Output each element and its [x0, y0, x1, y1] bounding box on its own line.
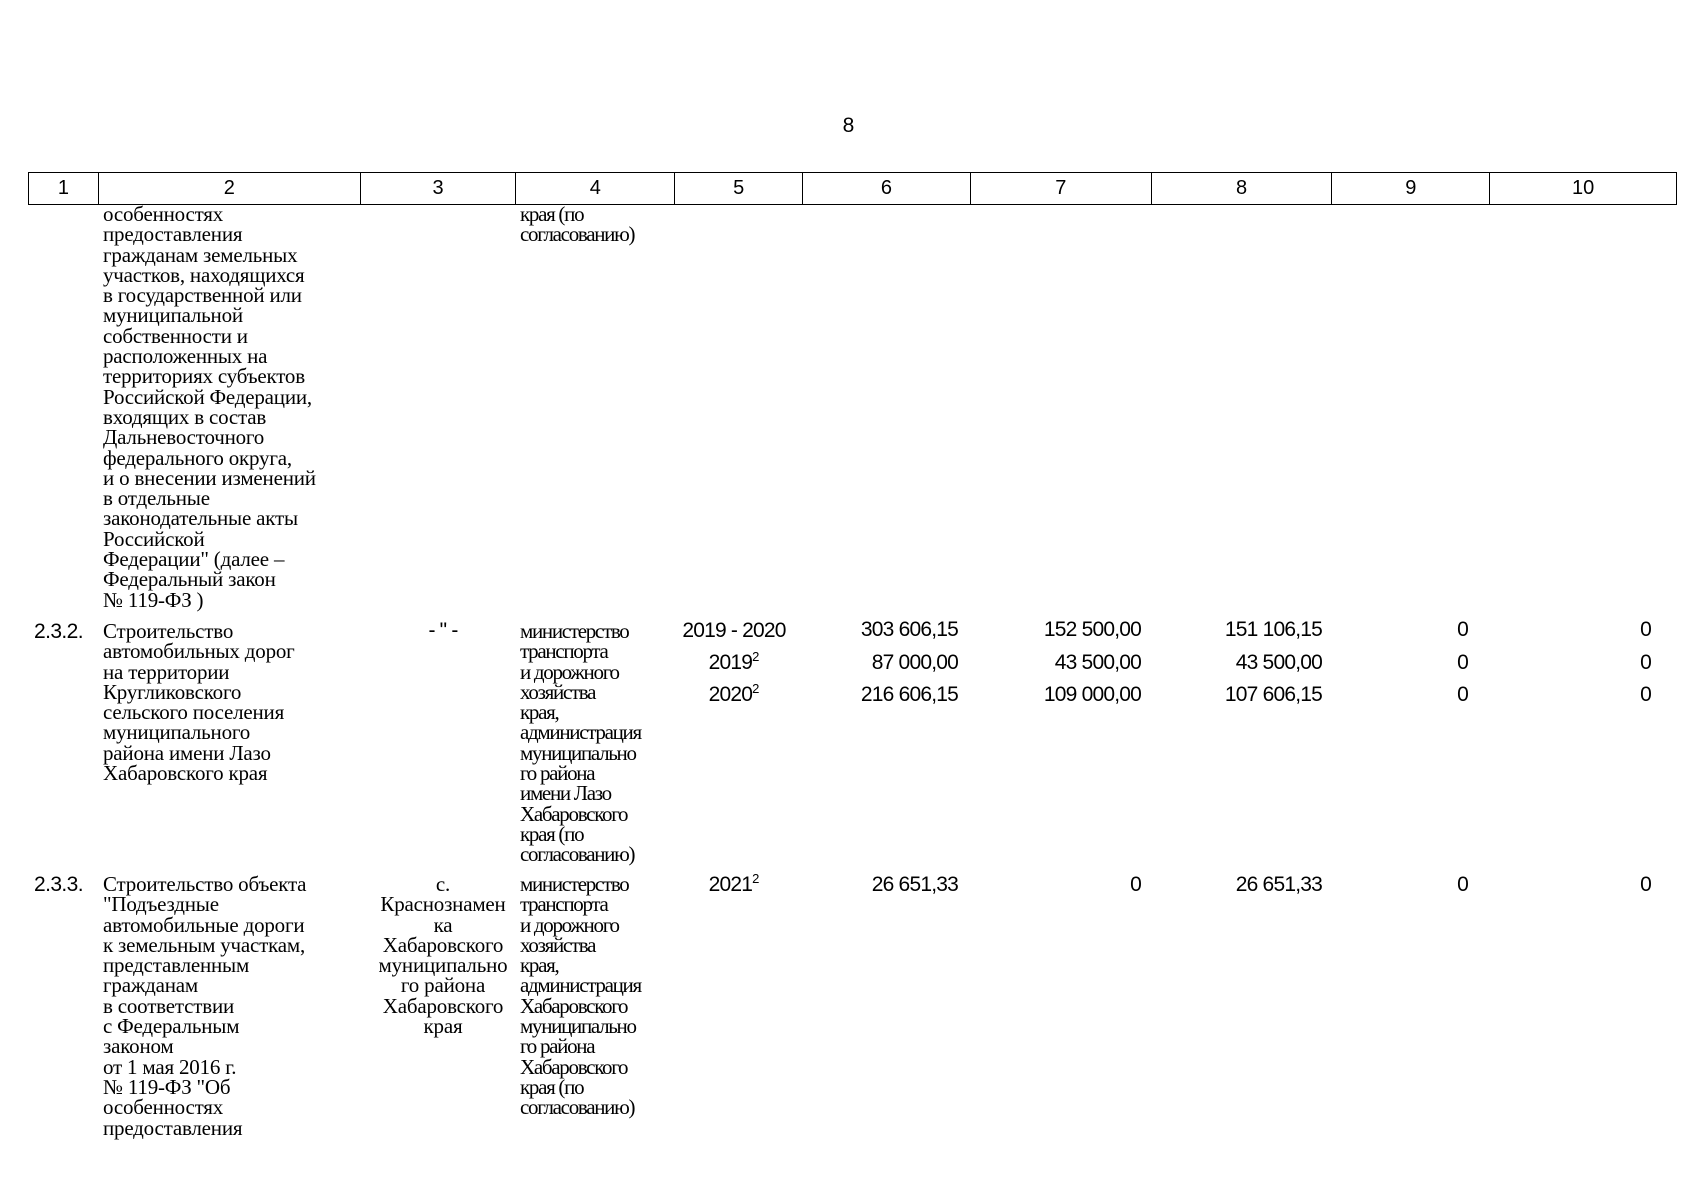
- federal-value: 152 500,00: [1043, 618, 1141, 641]
- column-header-2: 2: [99, 173, 361, 204]
- total-value: 216 606,15: [860, 683, 958, 706]
- row-name-2-3-2: Строительство автомобильных дорог на территории Кругликовского сельского поселения муниципального района имени Лазо Хабаровского края: [103, 619, 295, 786]
- column-header-8: 8: [1152, 173, 1333, 204]
- other-value: 0: [1640, 618, 1651, 641]
- row-number-2-3-2: 2.3.2.: [34, 620, 83, 643]
- continued-authority-text: края (по согласованию): [520, 202, 635, 247]
- regional-value: 43 500,00: [1235, 651, 1322, 674]
- row-year: 2019$^2$: [708, 649, 760, 674]
- regional-value: 26 651,33: [1235, 873, 1322, 896]
- regional-value: 107 606,15: [1224, 683, 1322, 706]
- column-header-9: 9: [1332, 173, 1490, 204]
- row-year: 2019 - 2020: [682, 619, 786, 642]
- row-name-2-3-3: Строительство объекта "Подъездные автомобильные дороги к земельным участкам, представленным гражданам в соответствии с Федеральным законом от 1 мая 2016 г. № 119-ФЗ "Об особенностях предоставления: [103, 872, 307, 1140]
- total-value: 26 651,33: [871, 873, 958, 896]
- local-value: 0: [1457, 683, 1468, 706]
- federal-value: 0: [1130, 873, 1141, 896]
- table-header-row: [28, 172, 1677, 205]
- regional-value: 151 106,15: [1224, 618, 1322, 641]
- local-value: 0: [1457, 873, 1468, 896]
- total-value: 87 000,00: [871, 651, 958, 674]
- column-header-5: 5: [675, 173, 803, 204]
- row-location-2-3-3: с. Краснознамен ка Хабаровского муниципально го района Хабаровского края: [378, 872, 508, 1039]
- page-number: 8: [842, 114, 855, 137]
- row-year: 2020$^2$: [708, 681, 760, 706]
- row-location-2-3-2: - " -: [428, 619, 458, 642]
- other-value: 0: [1640, 683, 1651, 706]
- column-header-1: 1: [29, 173, 99, 204]
- row-year: 2021$^2$: [708, 871, 760, 896]
- other-value: 0: [1640, 651, 1651, 674]
- federal-value: 109 000,00: [1043, 683, 1141, 706]
- row-authority-2-3-3: министерство транспорта и дорожного хозяйства края, администрация Хабаровского муниципально го района Хабаровского края (по согласованию): [520, 872, 641, 1120]
- row-number-2-3-3: 2.3.3.: [34, 873, 83, 896]
- total-value: 303 606,15: [860, 618, 958, 641]
- row-authority-2-3-2: министерство транспорта и дорожного хозяйства края, администрация муниципально го района имени Лазо Хабаровского края (по согласованию): [520, 619, 641, 867]
- local-value: 0: [1457, 618, 1468, 641]
- column-header-3: 3: [361, 173, 517, 204]
- column-header-4: 4: [516, 173, 675, 204]
- column-header-10: 10: [1572, 177, 1595, 199]
- local-value: 0: [1457, 651, 1468, 674]
- other-value: 0: [1640, 873, 1651, 896]
- column-header-7: 7: [971, 173, 1152, 204]
- federal-value: 43 500,00: [1054, 651, 1141, 674]
- continued-name-text: особенностях предоставления гражданам земельных участков, находящихся в государственной или муниципальной собственности и расположенных на территориях субъектов Российской Федерации, входящих в состав Дальневосточного федерального округа, и о внесении изменений в отдельные законодательные акты Российской Федерации" (далее – Федеральный закон № 119-ФЗ ): [103, 202, 316, 612]
- column-header-6: 6: [803, 173, 971, 204]
